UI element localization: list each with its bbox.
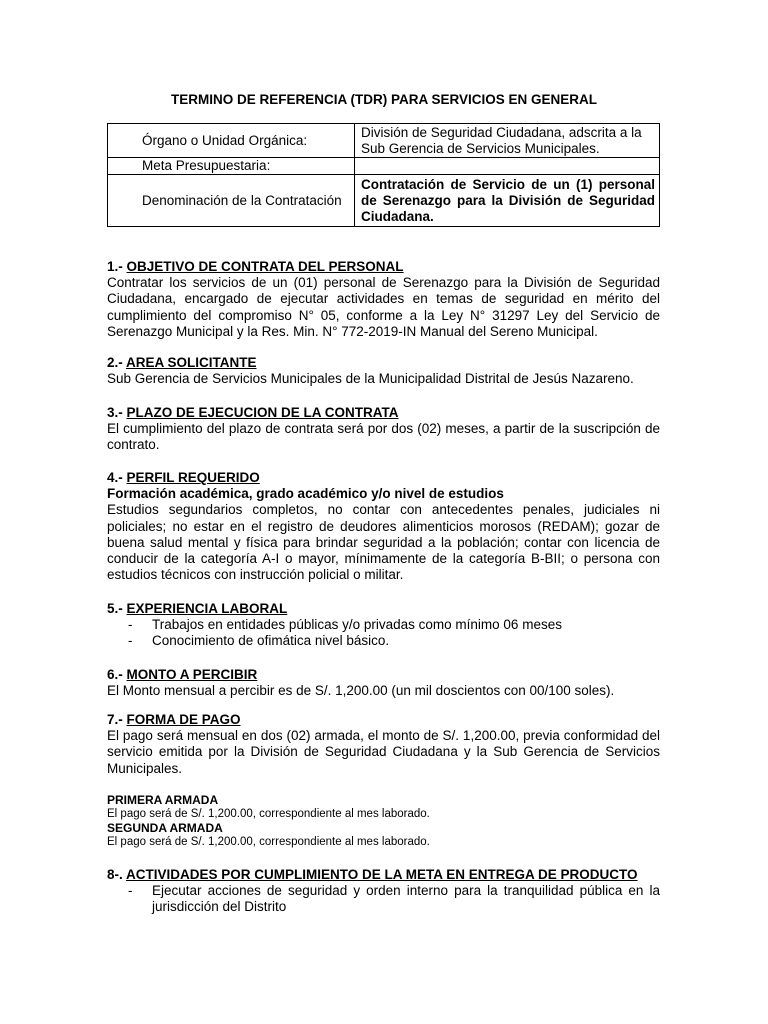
section-text: Estudios segundarios completos, no contar con antecedentes penales, judiciales ni policiales; no estar en el registro de deudores alimenticios morosos (REDAM); gozar de buena salud mental y física para brindar seguridad a la población; contar con licencia de conducir de la categoría A-I o mayor, mínimamente de la categoría B-BII; o persona con estudios técnicos con instrucción policial o militar. (107, 502, 660, 583)
section-heading (107, 405, 660, 421)
meta-label: Meta Presupuestaria: (108, 158, 355, 175)
organo-value: División de Seguridad Ciudadana, adscrita a la Sub Gerencia de Servicios Municipales. (355, 124, 660, 158)
section-area (107, 355, 660, 387)
section-monto (107, 667, 660, 699)
denominacion-label: Denominación de la Contratación (108, 175, 355, 227)
section-objetivo (107, 259, 660, 340)
section-title: AREA SOLICITANTE (126, 355, 257, 370)
section-title: ACTIVIDADES POR CUMPLIMIENTO DE LA META EN ENTREGA DE PRODUCTO (126, 867, 638, 882)
section-number: 1.- (107, 259, 123, 274)
meta-value (355, 158, 660, 175)
section-title: PLAZO DE EJECUCION DE LA CONTRATA (126, 405, 399, 420)
section-heading (107, 867, 660, 883)
section-number: 3.- (107, 405, 123, 420)
section-heading (107, 259, 660, 275)
section-title: PERFIL REQUERIDO (126, 470, 260, 485)
section-experiencia (107, 601, 660, 650)
primera-armada-label: PRIMERA ARMADA (107, 793, 219, 807)
payment-installments (107, 793, 660, 849)
table-row (108, 124, 660, 158)
denominacion-value: Contratación de Servicio de un (1) personal de Serenazgo para la División de Seguridad Ciudadana. (355, 175, 660, 227)
section-text: Sub Gerencia de Servicios Municipales de la Municipalidad Distrital de Jesús Nazareno. (107, 371, 634, 387)
section-title: OBJETIVO DE CONTRATA DEL PERSONAL (126, 259, 404, 274)
section-title: FORMA DE PAGO (126, 712, 241, 727)
activities-list (107, 883, 660, 915)
section-perfil (107, 470, 660, 583)
section-heading (107, 601, 660, 617)
section-number: 5.- (107, 601, 123, 616)
section-actividades (107, 867, 660, 916)
list-item: - Conocimiento de ofimática nivel básico. (107, 633, 660, 649)
section-heading (107, 712, 660, 728)
section-heading (107, 355, 660, 371)
section-heading (107, 667, 660, 683)
experience-list (107, 617, 660, 649)
organo-label: Órgano o Unidad Orgánica: (108, 124, 355, 158)
section-number: 2.- (107, 355, 123, 370)
section-title: EXPERIENCIA LABORAL (126, 601, 288, 616)
section-title: MONTO A PERCIBIR (126, 667, 258, 682)
section-text: El Monto mensual a percibir es de S/. 1,200.00 (un mil doscientos con 00/100 soles). (107, 683, 615, 699)
table-row (108, 158, 660, 175)
section-number: 4.- (107, 470, 123, 485)
section-forma-pago (107, 712, 660, 777)
segunda-armada-text: El pago será de S/. 1,200.00, correspondiente al mes laborado. (107, 836, 430, 848)
section-text: Contratar los servicios de un (01) personal de Serenazgo para la División de Seguridad Ciudadana, encargado de ejecutar actividades en temas de seguridad en mérito del cumplimiento del compromiso N° 05, conforme a la Ley N° 31297 Ley del Servicio de Serenazgo Municipal y la Res. Min. N° 772-2019-IN Manual del Sereno Municipal. (107, 275, 660, 339)
section-text: El cumplimiento del plazo de contrata será por dos (02) meses, a partir de la suscripción de contrato. (107, 421, 660, 453)
section-subheading: Formación académica, grado académico y/o nivel de estudios (107, 486, 504, 502)
list-item: - Ejecutar acciones de seguridad y orden interno para la tranquilidad pública en la jurisdicción del Distrito (107, 883, 660, 915)
list-item: - Trabajos en entidades públicas y/o privadas como mínimo 06 meses (107, 617, 660, 633)
section-plazo (107, 405, 660, 454)
segunda-armada-label: SEGUNDA ARMADA (107, 821, 223, 835)
section-number: 7.- (107, 712, 123, 727)
section-text: El pago será mensual en dos (02) armada, el monto de S/. 1,200.00, previa conformidad del servicio emitida por la División de Seguridad Ciudadana y la Sub Gerencia de Servicios Municipales. (107, 728, 660, 776)
section-number: 6.- (107, 667, 123, 682)
tdr-info-table (107, 123, 660, 227)
primera-armada-text: El pago será de S/. 1,200.00, correspondiente al mes laborado. (107, 808, 430, 820)
document-title: TERMINO DE REFERENCIA (TDR) PARA SERVICIOS EN GENERAL (170, 92, 598, 107)
section-number: 8-. (107, 867, 123, 882)
section-heading (107, 470, 660, 486)
table-row (108, 175, 660, 227)
